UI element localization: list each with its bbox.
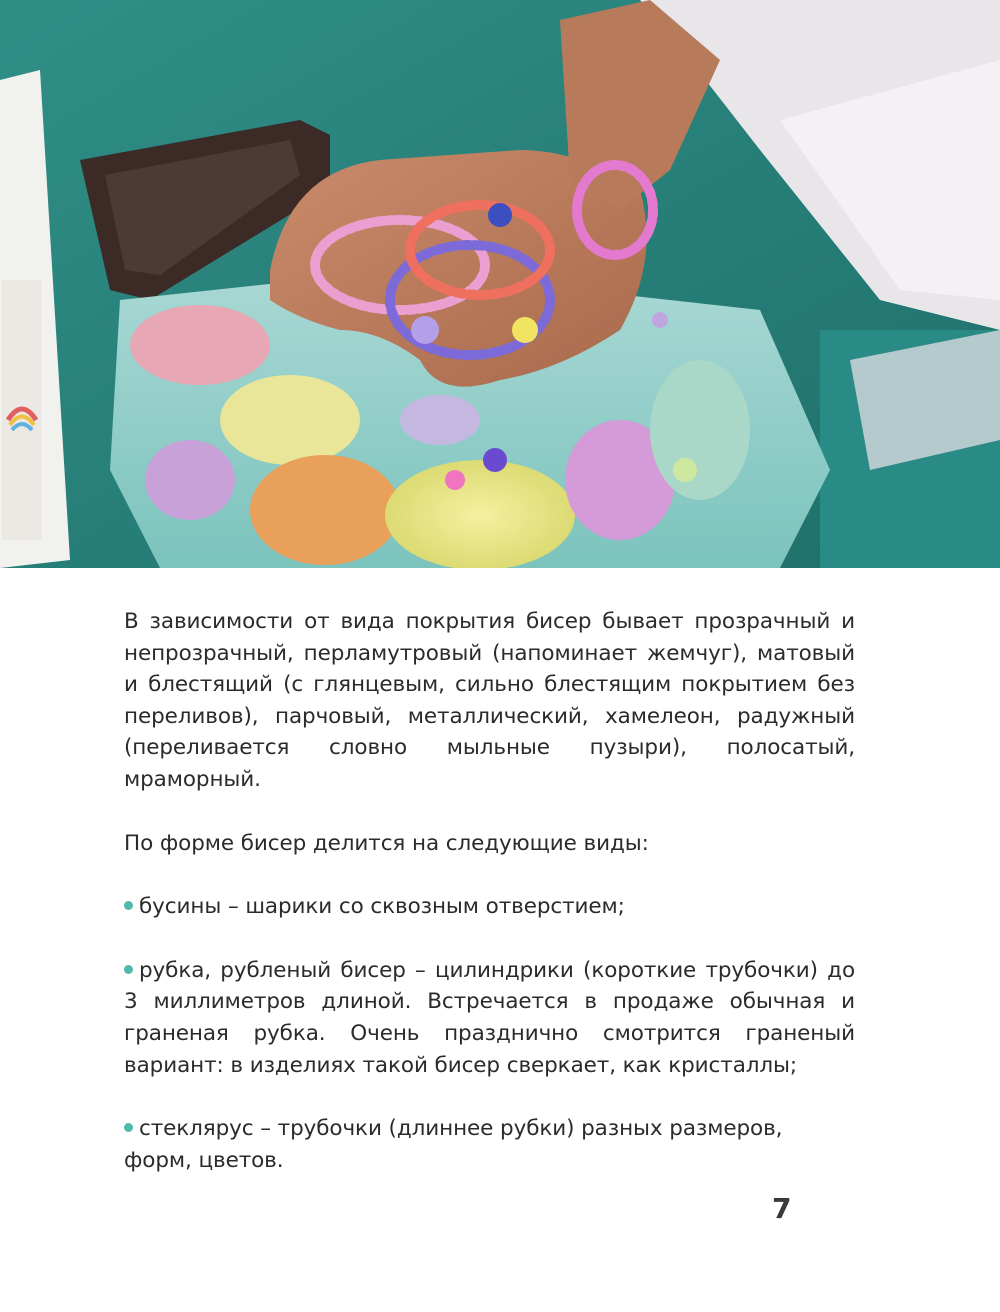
body-text [124, 606, 855, 1208]
photo-illustration [0, 0, 1000, 568]
paragraph-shape-intro: По форме бисер делится на следующие виды: [124, 830, 649, 856]
bullet-dot-icon [124, 901, 133, 910]
list-item-rubka [124, 955, 855, 1081]
list-item-steklyarus [124, 1113, 855, 1176]
list-item-text: бусины – шарики со сквозным отверстием; [139, 894, 625, 920]
paragraph-coating-types: В зависимости от вида покрытия бисер бывает прозрачный и непрозрачный, перламутровый (напоминает жемчуг), матовый и блестящий (с глянцевым, сильно блестящим покрытием без переливов), парчовый, металлический, хамелеон, радужный (переливается словно мыльные пузыри), полосатый, мраморный. [124, 609, 855, 792]
list-item-text: стеклярус – трубочки (длиннее рубки) разных размеров, форм, цветов. [124, 1116, 783, 1173]
page-number: 7 [772, 1192, 792, 1225]
bullet-dot-icon [124, 965, 133, 974]
bullet-dot-icon [124, 1123, 133, 1132]
beads-photo [0, 0, 1000, 568]
list-item-beads [124, 891, 855, 923]
list-item-text: рубка, рубленый бисер – цилиндрики (короткие трубочки) до 3 миллиметров длиной. Встречается в продаже обычная и граненая рубка. Очень празднично смотрится граненый вариант: в изделиях такой бисер сверкает, как кристаллы; [124, 957, 855, 1078]
